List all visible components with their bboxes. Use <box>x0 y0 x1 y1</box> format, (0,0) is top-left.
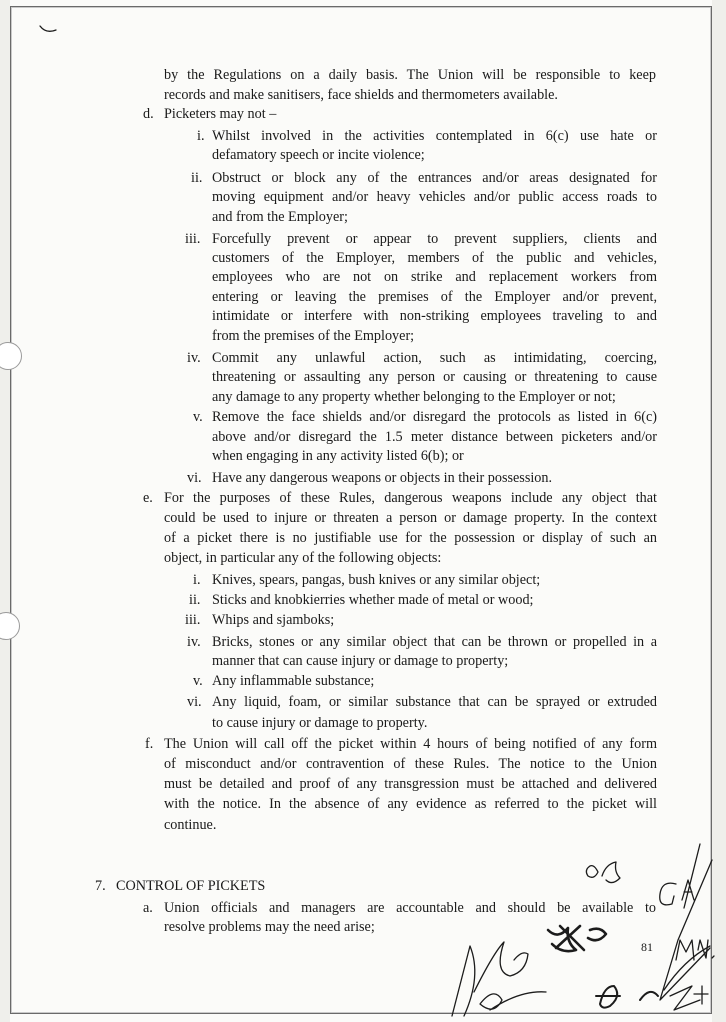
text-line: any damage to any property whether belonging to the Employer or not; <box>212 389 616 405</box>
text-line: manner that can cause injury or damage to property; <box>212 653 509 669</box>
text-line: The Union will call off the picket within 4 hours of being notified of any form <box>164 736 657 752</box>
list-marker: v. <box>193 673 203 689</box>
text-line: Remove the face shields and/or disregard the protocols as listed in 6(c) <box>212 409 657 425</box>
text-line: resolve problems may the need arise; <box>164 919 375 935</box>
list-marker: iv. <box>187 634 201 650</box>
text-line: Any liquid, foam, or similar substance that can be sprayed or extruded <box>212 694 657 710</box>
list-marker: vi. <box>187 470 202 486</box>
text-line: intimidate or interfere with non-striking employees traveling to and <box>212 308 657 324</box>
text-line: above and/or disregard the 1.5 meter distance between picketers and/or <box>212 429 657 445</box>
section-number: 7. <box>95 878 106 894</box>
list-marker: i. <box>193 572 201 588</box>
text-line: Commit any unlawful action, such as intimidating, coercing, <box>212 350 657 366</box>
text-line: Whilst involved in the activities contemplated in 6(c) use hate or <box>212 128 657 144</box>
list-marker: iii. <box>185 231 201 247</box>
text-line: and from the Employer; <box>212 209 348 225</box>
list-marker: vi. <box>187 694 202 710</box>
page-number: 81 <box>641 940 653 954</box>
list-marker: ii. <box>191 170 203 186</box>
text-line: object, in particular any of the following objects: <box>164 550 442 566</box>
text-line: For the purposes of these Rules, dangerous weapons include any object that <box>164 490 657 506</box>
text-line: continue. <box>164 817 217 833</box>
list-marker: a. <box>143 900 153 916</box>
text-line: Union officials and managers are accountable and should be available to <box>164 900 656 916</box>
text-line: must be detailed and proof of any transgression must be attached and delivered <box>164 776 657 792</box>
text-line: by the Regulations on a daily basis. The Union will be responsible to keep <box>164 67 656 83</box>
text-line: Picketers may not – <box>164 106 277 122</box>
list-marker: iii. <box>185 612 201 628</box>
text-line: of a picket there is no justifiable use for the possession or display of such an <box>164 530 657 546</box>
list-marker: iv. <box>187 350 201 366</box>
text-line: when engaging in any activity listed 6(b); or <box>212 448 464 464</box>
scan-gutter-left <box>0 0 10 1022</box>
list-marker: f. <box>145 736 154 752</box>
text-line: from the premises of the Employer; <box>212 328 415 344</box>
text-line: employees who are not on strike and replacement workers from <box>212 269 657 285</box>
text-line: Whips and sjamboks; <box>212 612 335 628</box>
text-line: moving equipment and/or heavy vehicles and/or public access roads to <box>212 189 657 205</box>
text-line: Sticks and knobkierries whether made of metal or wood; <box>212 592 534 608</box>
text-line: records and make sanitisers, face shields and thermometers available. <box>164 87 558 103</box>
text-line: Forcefully prevent or appear to prevent suppliers, clients and <box>212 231 657 247</box>
list-marker: ii. <box>189 592 201 608</box>
text-line: Bricks, stones or any similar object that can be thrown or propelled in a <box>212 634 657 650</box>
list-marker: e. <box>143 490 153 506</box>
text-line: Have any dangerous weapons or objects in their possession. <box>212 470 553 486</box>
text-line: Any inflammable substance; <box>212 673 375 689</box>
text-line: entering or leaving the premises of the Employer and/or prevent, <box>212 289 657 305</box>
text-line: of misconduct and/or contravention of these Rules. The notice to the Union <box>164 756 657 772</box>
text-line: defamatory speech or incite violence; <box>212 147 425 163</box>
text-line: customers of the Employer, members of the public and vehicles, <box>212 250 657 266</box>
list-marker: i. <box>197 128 205 144</box>
text-line: Obstruct or block any of the entrances and/or areas designated for <box>212 170 657 186</box>
text-line: with the notice. In the absence of any evidence as referred to the picket will <box>164 796 657 812</box>
list-marker: d. <box>143 106 154 122</box>
scan-gutter-right <box>712 0 726 1022</box>
text-line: could be used to injure or threaten a person or damage property. In the context <box>164 510 657 526</box>
list-marker: v. <box>193 409 203 425</box>
text-line: threatening or assaulting any person or causing or threatening to cause <box>212 369 657 385</box>
text-line: Knives, spears, pangas, bush knives or any similar object; <box>212 572 541 588</box>
section-heading: CONTROL OF PICKETS <box>116 878 266 894</box>
text-line: to cause injury or damage to property. <box>212 715 428 731</box>
